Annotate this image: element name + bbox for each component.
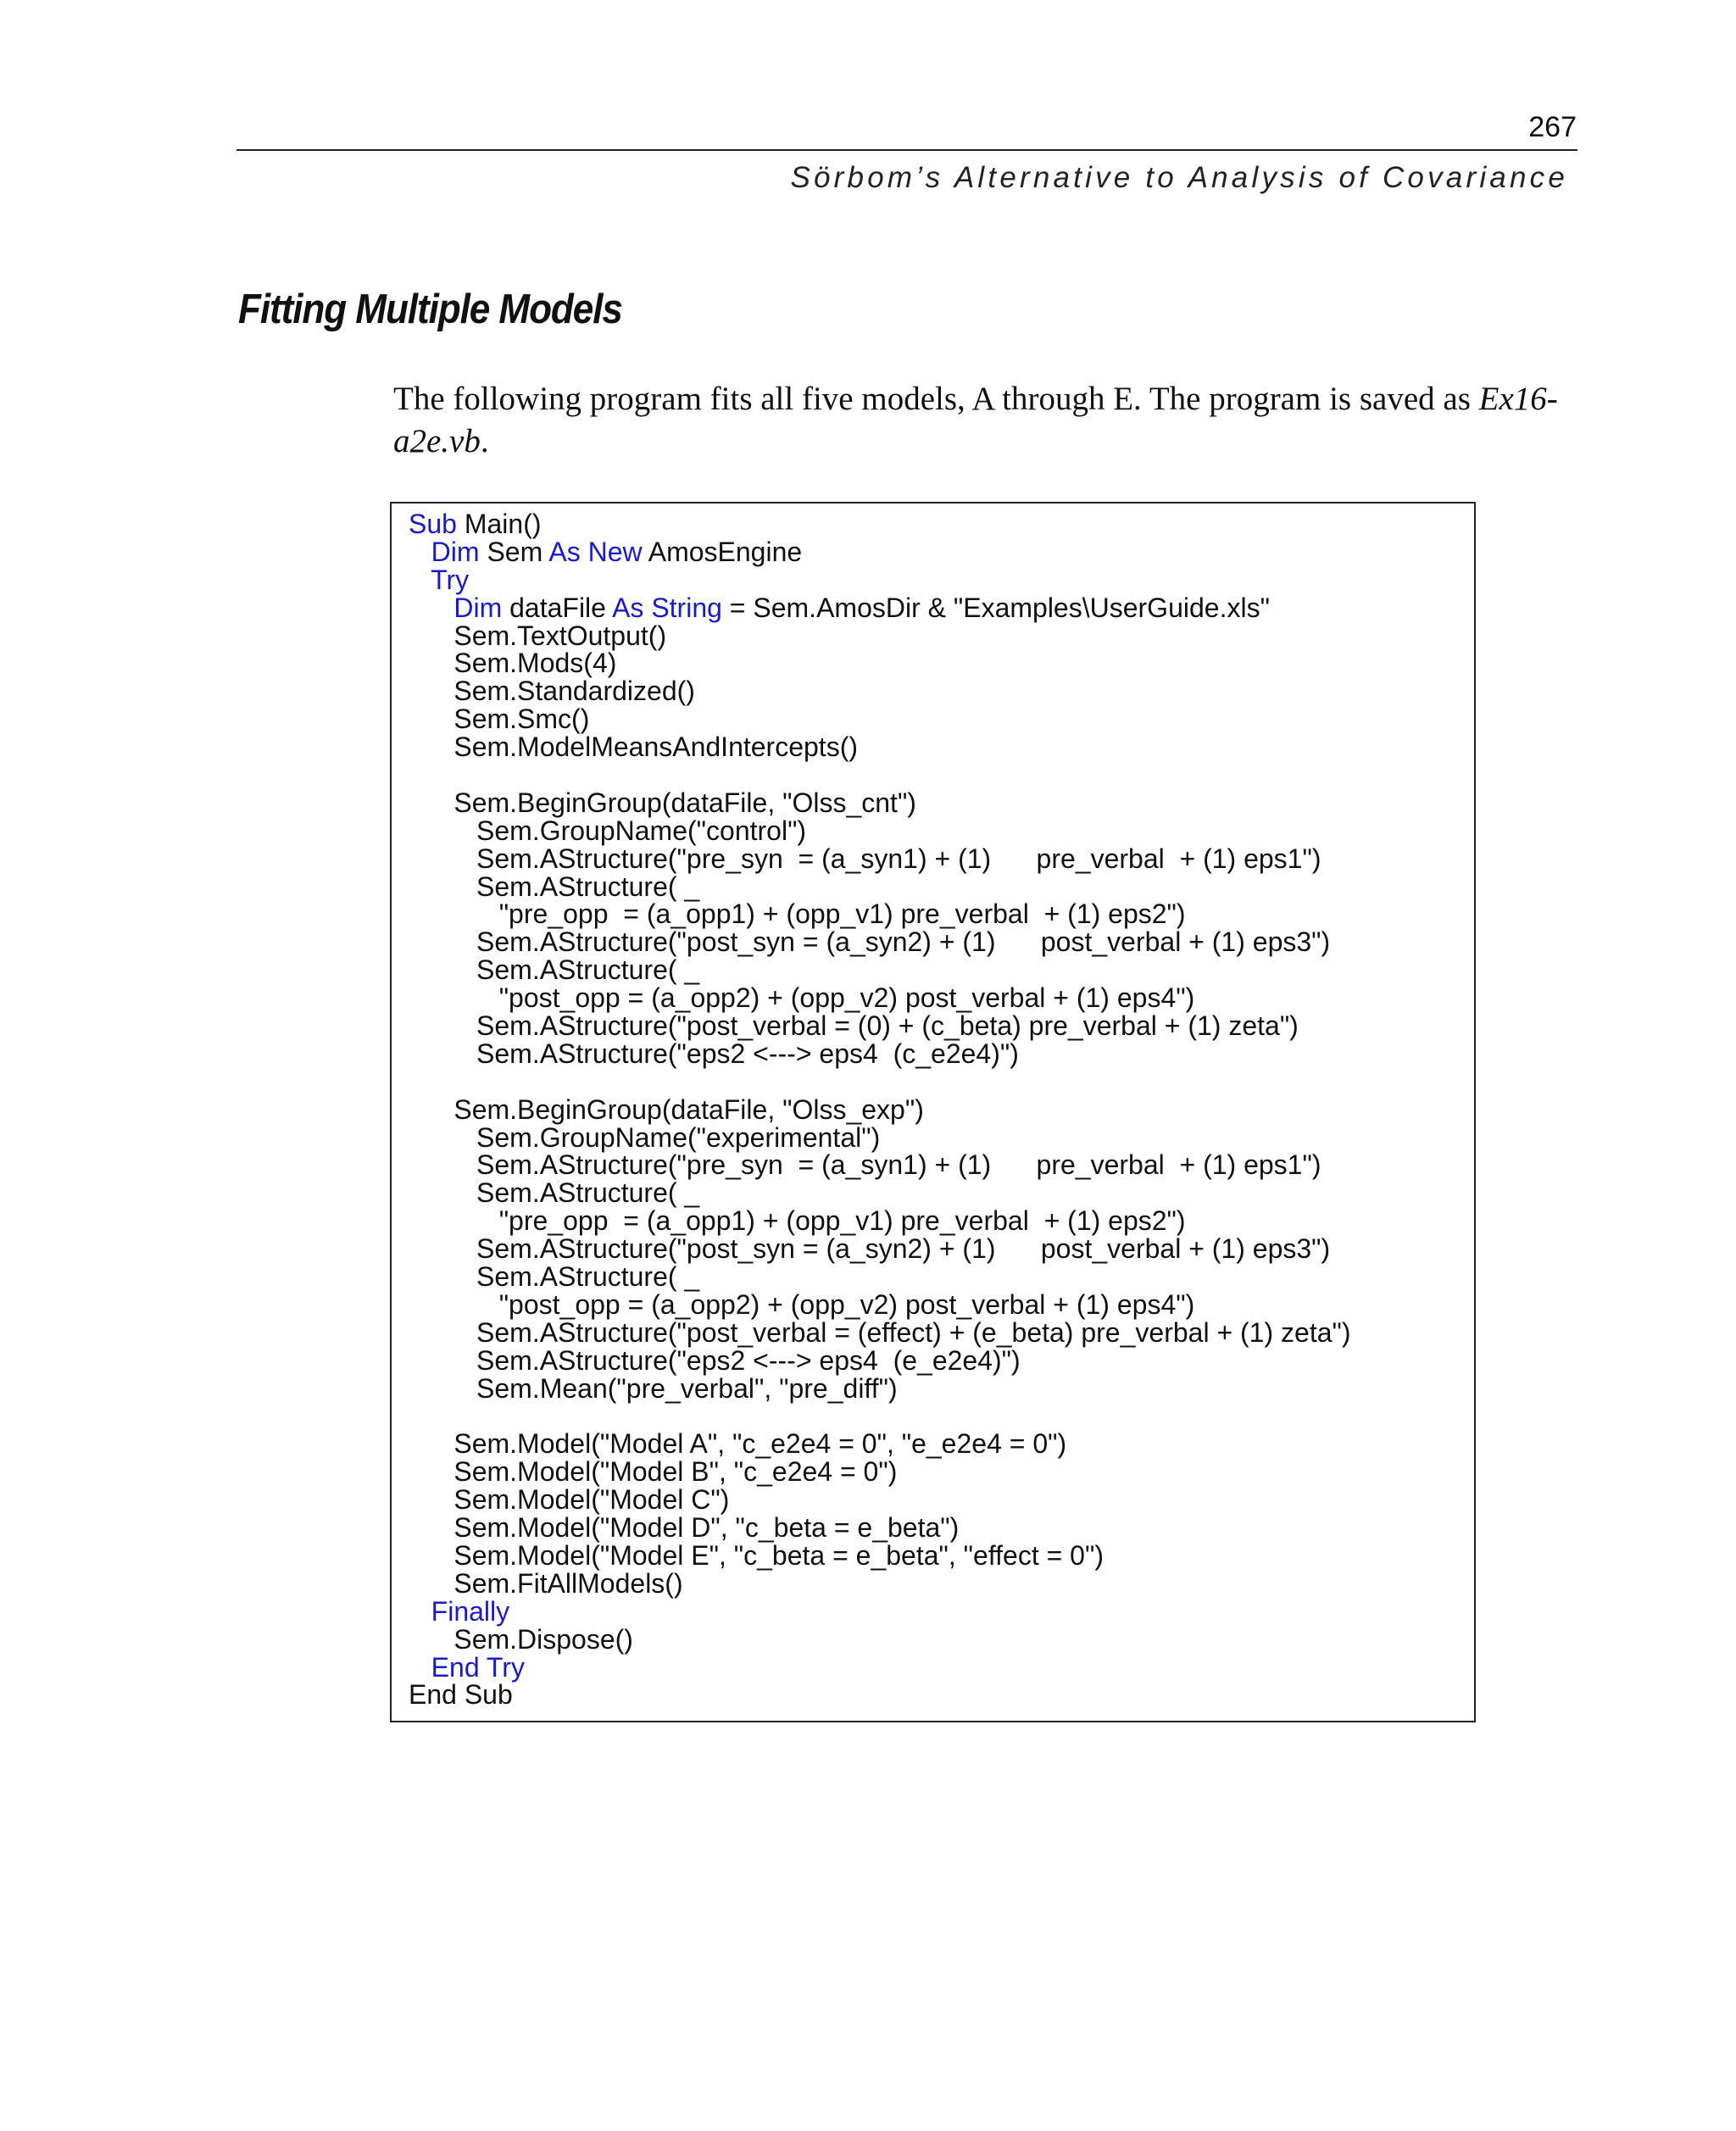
code-text: Sem <box>479 536 549 567</box>
code-line <box>409 1068 1351 1096</box>
code-line <box>409 622 1351 650</box>
code-line <box>409 789 1351 817</box>
code-line <box>409 1595 1351 1627</box>
code-text <box>409 537 431 567</box>
code-line <box>409 538 1351 566</box>
code-text: "post_opp = (a_opp2) + (opp_v2) post_verbal + (1) eps4") <box>409 982 1195 1014</box>
code-listing <box>409 510 1351 1709</box>
code-line <box>409 1539 1351 1571</box>
code-text <box>409 593 453 623</box>
code-text: Sem.BeginGroup(dataFile, "Olss_exp") <box>409 1093 924 1125</box>
code-line <box>409 1316 1351 1348</box>
code-keyword: Try <box>431 564 470 595</box>
intro-paragraph <box>393 378 1584 463</box>
code-line <box>409 1430 1351 1458</box>
code-text: Sem.AStructure("post_syn = (a_syn2) + (1) post_verbal + (1) eps3") <box>409 1233 1331 1265</box>
code-text: Sem.Model("Model B", "c_e2e4 = 0") <box>409 1456 898 1488</box>
code-text: Sem.AStructure( _ <box>409 954 700 986</box>
code-line <box>409 928 1351 956</box>
code-line <box>409 1121 1351 1153</box>
code-keyword: Sub <box>409 509 457 539</box>
code-line <box>409 1514 1351 1542</box>
code-text: Sem.Mean("pre_verbal", "pre_diff") <box>409 1372 898 1404</box>
code-line <box>409 1651 1351 1683</box>
code-text: Sem.Mods(4) <box>409 648 617 679</box>
code-line <box>409 1151 1351 1179</box>
code-text: Sem.Model("Model C") <box>409 1484 730 1516</box>
intro-end: . <box>480 423 489 459</box>
code-text: Sem.AStructure("post_verbal = (0) + (c_beta) pre_verbal + (1) zeta") <box>409 1010 1299 1042</box>
code-keyword: Dim <box>431 536 480 567</box>
code-text: Sem.Standardized() <box>409 676 695 707</box>
code-line <box>409 1207 1351 1235</box>
code-text: Sem.GroupName("experimental") <box>409 1121 881 1153</box>
code-line <box>409 677 1351 705</box>
code-line <box>409 1681 1351 1709</box>
code-text: Sem.AStructure( _ <box>409 1177 700 1209</box>
code-text: Main() <box>456 509 542 539</box>
code-text: "post_opp = (a_opp2) + (opp_v2) post_verbal + (1) eps4") <box>409 1288 1195 1320</box>
code-line <box>409 1040 1351 1068</box>
code-line <box>409 1288 1351 1320</box>
code-line <box>409 761 1351 789</box>
code-text: "pre_opp = (a_opp1) + (opp_v1) pre_verbal + (1) eps2") <box>409 899 1186 930</box>
code-line <box>409 705 1351 733</box>
code-text: Sem.Dispose() <box>409 1623 633 1655</box>
code-text: Sem.AStructure("post_verbal = (effect) + (e_beta) pre_verbal + (1) zeta") <box>409 1316 1351 1348</box>
code-line <box>409 1012 1351 1040</box>
code-line <box>409 1235 1351 1263</box>
code-keyword: Finally <box>431 1595 510 1627</box>
code-text: = Sem.AmosDir & "Examples\UserGuide.xls" <box>721 592 1270 623</box>
code-text: AmosEngine <box>642 536 803 567</box>
code-text: Sem.AStructure("pre_syn = (a_syn1) + (1) pre_verbal + (1) eps1") <box>409 1149 1321 1181</box>
code-line <box>409 1458 1351 1486</box>
code-text <box>409 565 431 595</box>
code-text: "pre_opp = (a_opp1) + (opp_v1) pre_verbal + (1) eps2") <box>409 1205 1186 1237</box>
code-text: Sem.BeginGroup(dataFile, "Olss_cnt") <box>409 787 916 818</box>
code-text: End Sub <box>409 1679 513 1711</box>
code-text: Sem.AStructure( _ <box>409 1261 700 1293</box>
code-line <box>409 1623 1351 1655</box>
code-keyword: As New <box>548 536 643 567</box>
code-text: Sem.Model("Model D", "c_beta = e_beta") <box>409 1512 960 1544</box>
code-text: Sem.FitAllModels() <box>409 1567 683 1599</box>
intro-text: The following program fits all five models, A through E. The program is saved as <box>393 381 1479 417</box>
code-line <box>409 566 1351 594</box>
code-keyword: End Try <box>431 1651 525 1683</box>
code-line <box>409 956 1351 984</box>
code-text <box>409 1596 431 1627</box>
code-text: dataFile <box>502 592 613 623</box>
code-line <box>409 900 1351 928</box>
code-listing-box <box>390 502 1476 1722</box>
code-line <box>409 984 1351 1012</box>
running-header: Sörbom’s Alternative to Analysis of Covariance <box>790 161 1568 194</box>
code-text <box>409 1652 431 1683</box>
code-line <box>409 1403 1351 1431</box>
code-line <box>409 1567 1351 1599</box>
code-line <box>409 873 1351 901</box>
code-text: Sem.AStructure("eps2 <---> eps4 (e_e2e4)") <box>409 1344 1021 1376</box>
code-text: Sem.GroupName("control") <box>409 815 807 846</box>
code-keyword: As String <box>612 592 722 623</box>
code-line <box>409 1093 1351 1125</box>
code-line <box>409 845 1351 873</box>
code-line <box>409 817 1351 845</box>
code-text: Sem.Model("Model A", "c_e2e4 = 0", "e_e2e4 = 0") <box>409 1428 1067 1460</box>
code-line <box>409 1179 1351 1207</box>
page-number: 267 <box>1528 111 1577 143</box>
code-text: Sem.AStructure("eps2 <---> eps4 (c_e2e4)") <box>409 1038 1019 1069</box>
code-keyword: Dim <box>453 592 503 623</box>
code-text: Sem.AStructure("post_syn = (a_syn2) + (1) post_verbal + (1) eps3") <box>409 926 1331 958</box>
code-line <box>409 649 1351 677</box>
code-text: Sem.AStructure("pre_syn = (a_syn1) + (1) pre_verbal + (1) eps1") <box>409 843 1321 874</box>
code-line <box>409 1344 1351 1376</box>
code-text: Sem.ModelMeansAndIntercepts() <box>409 732 858 763</box>
code-line <box>409 733 1351 761</box>
code-line <box>409 510 1351 538</box>
code-text: Sem.TextOutput() <box>409 620 667 651</box>
code-text: Sem.Model("Model E", "c_beta = e_beta", "effect = 0") <box>409 1539 1104 1571</box>
code-line <box>409 1372 1351 1404</box>
code-text: Sem.Smc() <box>409 704 590 735</box>
code-line <box>409 1486 1351 1514</box>
code-line <box>409 1263 1351 1291</box>
code-line <box>409 594 1351 622</box>
code-text: Sem.AStructure( _ <box>409 871 700 902</box>
section-title: Fitting Multiple Models <box>238 287 622 332</box>
intro-filename: Ex16-a2e.vb <box>393 381 1558 459</box>
header-rule <box>236 149 1577 151</box>
